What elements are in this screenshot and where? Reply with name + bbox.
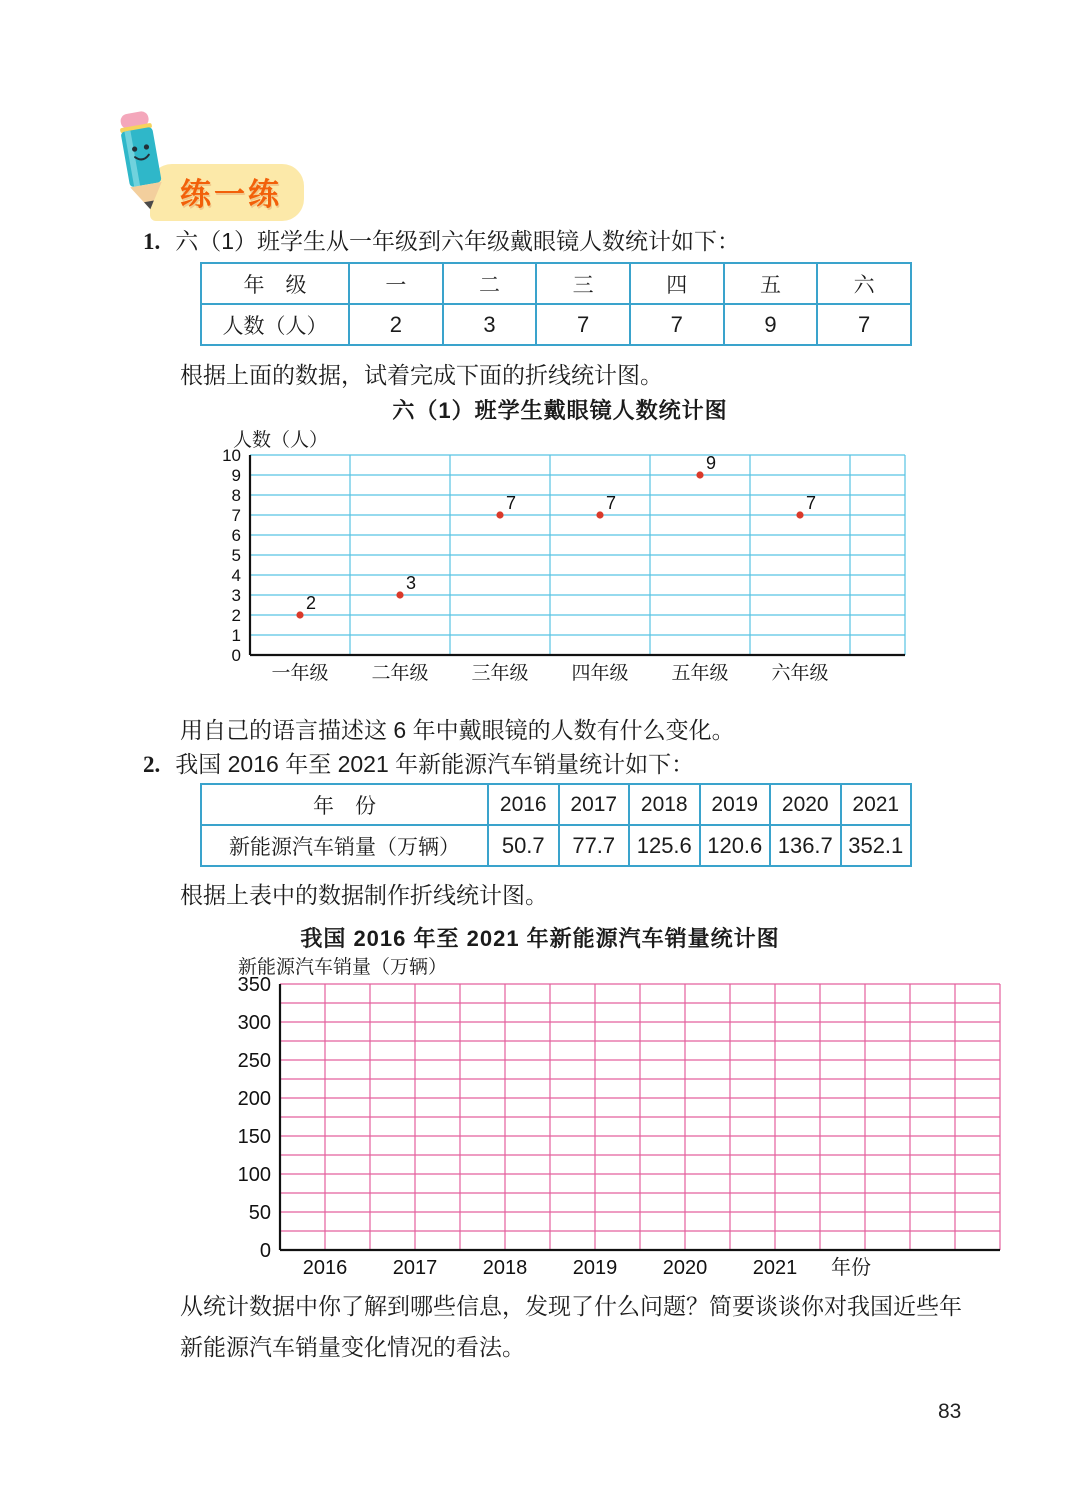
- table-row: [201, 784, 911, 825]
- year-col-2019: 2019: [700, 784, 771, 825]
- glasses-line-chart: [193, 445, 923, 693]
- svg-text:100: 100: [237, 1164, 271, 1186]
- table-row: [201, 304, 911, 345]
- practice-badge-label: 练一练: [180, 177, 282, 212]
- svg-text:3: 3: [231, 585, 241, 605]
- year-col-2017: 2017: [559, 784, 630, 825]
- svg-text:9: 9: [706, 453, 717, 473]
- problem1-number: 1.: [143, 229, 161, 254]
- nev-sales-label-cell: 新能源汽车销量（万辆）: [201, 825, 488, 866]
- problem1-followup: 用自己的语言描述这 6 年中戴眼镜的人数有什么变化。: [180, 717, 735, 743]
- problem2-instruction: 根据上表中的数据制作折线统计图。: [180, 882, 548, 908]
- svg-text:9: 9: [231, 465, 241, 485]
- people-count-value-1: 2: [349, 304, 443, 345]
- svg-text:5: 5: [231, 545, 241, 565]
- svg-text:2016: 2016: [302, 1257, 348, 1279]
- table-row: [201, 825, 911, 866]
- grade-col-3: 三: [536, 263, 630, 304]
- svg-text:10: 10: [222, 445, 241, 465]
- people-count-value-5: 9: [724, 304, 818, 345]
- svg-text:300: 300: [237, 1012, 271, 1034]
- svg-text:一年级: 一年级: [271, 663, 329, 684]
- grade-col-6: 六: [817, 263, 911, 304]
- problem1-statement: [143, 225, 740, 258]
- svg-text:200: 200: [237, 1088, 271, 1110]
- svg-text:7: 7: [231, 505, 241, 525]
- year-col-2018: 2018: [629, 784, 700, 825]
- problem1-instruction: 根据上面的数据，试着完成下面的折线统计图。: [180, 362, 663, 388]
- year-header-cell: 年 份: [201, 784, 488, 825]
- svg-text:1: 1: [231, 625, 241, 645]
- svg-text:4: 4: [231, 565, 241, 585]
- problem1-intro-text: 六（1）班学生从一年级到六年级戴眼镜人数统计如下：: [175, 228, 741, 254]
- year-col-2021: 2021: [841, 784, 912, 825]
- table-row: [201, 263, 911, 304]
- page-number: 83: [938, 1400, 962, 1423]
- svg-text:二年级: 二年级: [371, 663, 429, 684]
- people-count-value-3: 7: [536, 304, 630, 345]
- nev-sales-value-2021: 352.1: [841, 825, 912, 866]
- pencil-mascot-icon: [106, 108, 178, 221]
- svg-text:7: 7: [506, 493, 517, 513]
- svg-text:年份: 年份: [831, 1257, 871, 1279]
- svg-text:250: 250: [237, 1050, 271, 1072]
- svg-text:六年级: 六年级: [771, 663, 829, 684]
- people-count-value-2: 3: [443, 304, 537, 345]
- problem2-statement: [143, 748, 694, 781]
- nev-empty-grid-chart: [213, 972, 1013, 1284]
- nev-sales-value-2016: 50.7: [488, 825, 559, 866]
- svg-text:0: 0: [231, 645, 241, 665]
- nev-sales-value-2018: 125.6: [629, 825, 700, 866]
- svg-text:350: 350: [237, 974, 271, 996]
- svg-text:2017: 2017: [392, 1257, 438, 1279]
- problem2-number: 2.: [143, 752, 161, 777]
- problem2-followup: 从统计数据中你了解到哪些信息，发现了什么问题？简要谈谈你对我国近些年新能源汽车销量变化情况的看法。: [180, 1293, 962, 1361]
- grade-col-1: 一: [349, 263, 443, 304]
- svg-text:2020: 2020: [662, 1257, 708, 1279]
- glasses-chart-y-axis-label: 人数（人）: [233, 430, 329, 451]
- nev-chart-y-axis-label: 新能源汽车销量（万辆）: [238, 957, 448, 978]
- glasses-data-table: [200, 262, 912, 346]
- grade-col-5: 五: [724, 263, 818, 304]
- grade-col-2: 二: [443, 263, 537, 304]
- nev-sales-value-2020: 136.7: [770, 825, 841, 866]
- svg-text:150: 150: [237, 1126, 271, 1148]
- year-col-2020: 2020: [770, 784, 841, 825]
- people-count-value-4: 7: [630, 304, 724, 345]
- grade-header-cell: 年 级: [201, 263, 349, 304]
- glasses-chart-title: 六（1）班学生戴眼镜人数统计图: [392, 398, 728, 423]
- svg-text:五年级: 五年级: [671, 663, 729, 684]
- people-count-value-6: 7: [817, 304, 911, 345]
- nev-sales-value-2019: 120.6: [700, 825, 771, 866]
- svg-text:7: 7: [806, 493, 817, 513]
- svg-text:50: 50: [248, 1202, 271, 1224]
- nev-sales-table: [200, 783, 912, 867]
- year-col-2016: 2016: [488, 784, 559, 825]
- grade-col-4: 四: [630, 263, 724, 304]
- svg-text:2: 2: [306, 593, 317, 613]
- svg-text:2021: 2021: [752, 1257, 798, 1279]
- svg-text:2019: 2019: [572, 1257, 618, 1279]
- svg-text:7: 7: [606, 493, 617, 513]
- nev-chart-title: 我国 2016 年至 2021 年新能源汽车销量统计图: [300, 926, 780, 951]
- svg-text:3: 3: [406, 573, 417, 593]
- svg-text:三年级: 三年级: [471, 663, 529, 684]
- svg-text:8: 8: [231, 485, 241, 505]
- problem2-intro-text: 我国 2016 年至 2021 年新能源汽车销量统计如下：: [175, 751, 695, 777]
- svg-text:2018: 2018: [482, 1257, 528, 1279]
- svg-text:四年级: 四年级: [571, 663, 629, 684]
- people-count-label-cell: 人数（人）: [201, 304, 349, 345]
- svg-text:6: 6: [231, 525, 241, 545]
- svg-text:0: 0: [259, 1240, 271, 1262]
- nev-sales-value-2017: 77.7: [559, 825, 630, 866]
- svg-text:2: 2: [231, 605, 241, 625]
